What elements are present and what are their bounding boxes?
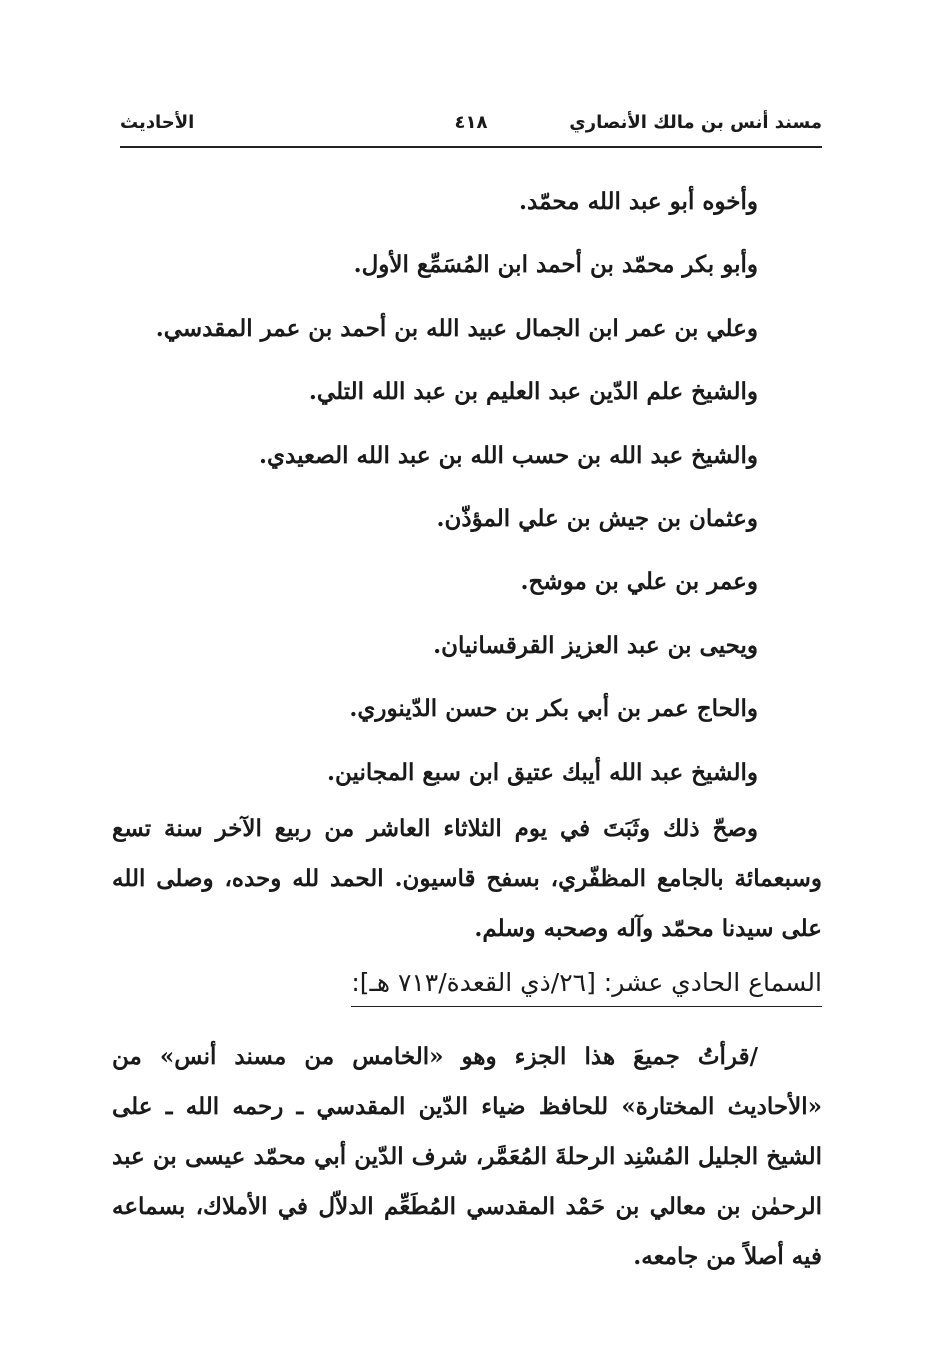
header-rule <box>120 146 822 148</box>
final-paragraph-text: /قرأتُ جميعَ هذا الجزء وهو «الخامس من مسند أنس» من «الأحاديث المختارة» للحافظ ضياء الدّين المقدسي ـ رحمه الله ـ على الشيخ الجليل المُسْنِد الرحلةَ المُعَمَّر، شرف الدّين أبي محمّد عيسى بن عبد الرحمٰن بن معالي بن حَمْد المقدسي المُطَعِّم الدلاّل في الأملاك، بسماعه فيه أصلاً من جامعه. <box>112 1042 822 1270</box>
narrator-line: والشيخ عبد الله بن حسب الله بن عبد الله الصعيدي. <box>259 441 758 469</box>
sama-heading <box>112 958 822 1010</box>
final-paragraph <box>112 1032 822 1282</box>
page-number: ٤١٨ <box>454 112 488 133</box>
narrator-line: والشيخ علم الدّين عبد العليم بن عبد الله التلي. <box>308 378 758 406</box>
sama-heading-text: السماع الحادي عشر: [٢٦/ذي القعدة/٧١٣ هـ]: <box>351 962 822 1007</box>
narrator-line: وعثمان بن جيش بن علي المؤذّن. <box>436 504 758 532</box>
running-header <box>120 108 822 148</box>
closing-paragraph-text: وصحّ ذلك وثَبَتَ في يوم الثلاثاء العاشر من ربيع الآخر سنة تسع وسبعمائة بالجامع المظفّري، بسفح قاسيون. الحمد لله وحده، وصلى الله على سيدنا محمّد وآله وصحبه وسلم. <box>112 814 822 942</box>
closing-paragraph <box>112 804 822 954</box>
narrator-line: والحاج عمر بن أبي بكر بن حسن الدّينوري. <box>349 695 758 723</box>
narrator-line: والشيخ عبد الله أيبك عتيق ابن سبع المجانين. <box>326 758 758 786</box>
narrator-line: وعمر بن علي بن موشح. <box>520 568 758 596</box>
page-body <box>112 170 822 1282</box>
narrator-line: وأبو بكر محمّد بن أحمد ابن المُسَمِّع الأول. <box>353 251 758 279</box>
section-title: الأحاديث <box>120 112 195 133</box>
narrator-line: وعلي بن عمر ابن الجمال عبيد الله بن أحمد بن عمر المقدسي. <box>155 314 758 342</box>
narrator-line: ويحيى بن عبد العزيز القرقسانيان. <box>433 631 758 659</box>
book-title: مسند أنس بن مالك الأنصاري <box>569 112 822 133</box>
narrator-line: وأخوه أبو عبد الله محمّد. <box>519 188 758 215</box>
